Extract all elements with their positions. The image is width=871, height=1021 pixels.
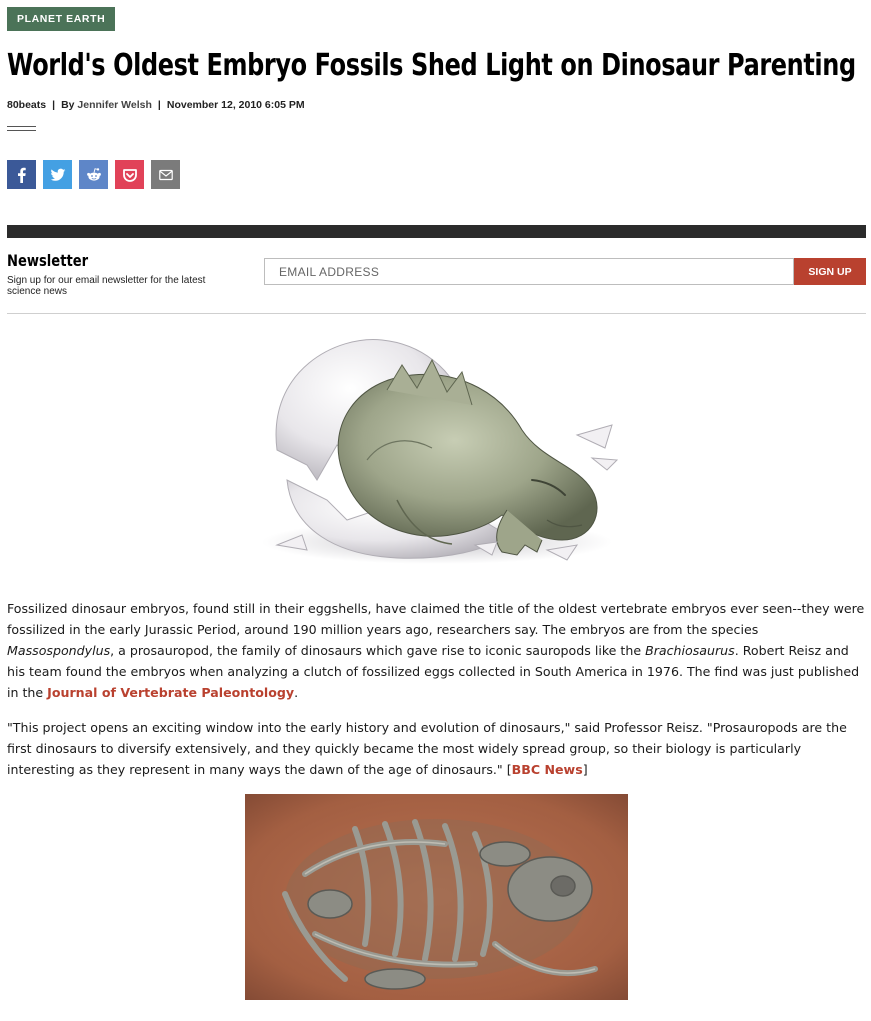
- share-reddit-button[interactable]: [79, 160, 108, 189]
- share-buttons: [7, 160, 180, 189]
- newsletter-divider: [7, 313, 866, 314]
- byline-author[interactable]: Jennifer Welsh: [77, 99, 152, 111]
- sign-up-button[interactable]: SIGN UP: [794, 258, 866, 285]
- fossil-embryo-photo: [245, 794, 628, 1000]
- email-icon: [158, 167, 174, 183]
- section-divider-bar: [7, 225, 866, 238]
- email-address-input[interactable]: [264, 258, 794, 285]
- facebook-icon: [14, 167, 30, 183]
- paragraph-text: . Robert Reisz and his team found the embryos when analyzing a clutch of fossilized eggs collected in South America in 1976. The find was just published in the: [7, 643, 860, 700]
- byline-by-prefix: By: [61, 99, 75, 111]
- byline: [7, 99, 305, 111]
- paragraph-text: "This project opens an exciting window into the early history and evolution of dinosaurs," said Professor Reisz. "Prosauropods are the first dinosaurs to diversify extensively, and they quickly became the most widely spread group, so their biology is particularly interesting as they represent in many ways the dawn of the age of dinosaurs." [: [7, 720, 847, 777]
- paragraph-text: Fossilized dinosaur embryos, found still in their eggshells, have claimed the title of the oldest vertebrate embryos ever seen--they were fossilized in the early Jurassic Period, around 190 million years ago, researchers say. The embryos are from the species: [7, 601, 865, 637]
- share-email-button[interactable]: [151, 160, 180, 189]
- species-name: Brachiosaurus: [645, 643, 735, 658]
- reddit-icon: [86, 167, 102, 183]
- paragraph-text: .: [294, 685, 299, 700]
- species-name: Massospondylus: [7, 643, 111, 658]
- article-paragraph: [7, 598, 866, 703]
- article-paragraph: [7, 717, 866, 780]
- article-body: [7, 598, 866, 794]
- journal-link[interactable]: Journal of Vertebrate Paleontology: [47, 685, 295, 700]
- share-twitter-button[interactable]: [43, 160, 72, 189]
- byline-separator: |: [52, 99, 56, 111]
- newsletter-title: Newsletter: [7, 251, 89, 270]
- newsletter-description: Sign up for our email newsletter for the latest science news: [7, 275, 206, 297]
- paragraph-text: , a prosauropod, the family of dinosaurs which gave rise to iconic sauropods like the: [110, 643, 646, 658]
- paragraph-text: ]: [582, 762, 588, 777]
- byline-blog[interactable]: 80beats: [7, 99, 47, 111]
- pocket-icon: [122, 167, 138, 183]
- category-tag[interactable]: PLANET EARTH: [7, 7, 115, 31]
- hatching-embryo-illustration: [247, 330, 637, 575]
- share-pocket-button[interactable]: [115, 160, 144, 189]
- byline-separator: |: [157, 99, 161, 111]
- headline: World's Oldest Embryo Fossils Shed Light on Dinosaur Parenting: [7, 48, 856, 83]
- double-rule-divider: [7, 126, 36, 131]
- byline-datetime: November 12, 2010 6:05 PM: [166, 99, 305, 111]
- twitter-icon: [50, 167, 66, 183]
- bbc-news-link[interactable]: BBC News: [511, 762, 583, 777]
- share-facebook-button[interactable]: [7, 160, 36, 189]
